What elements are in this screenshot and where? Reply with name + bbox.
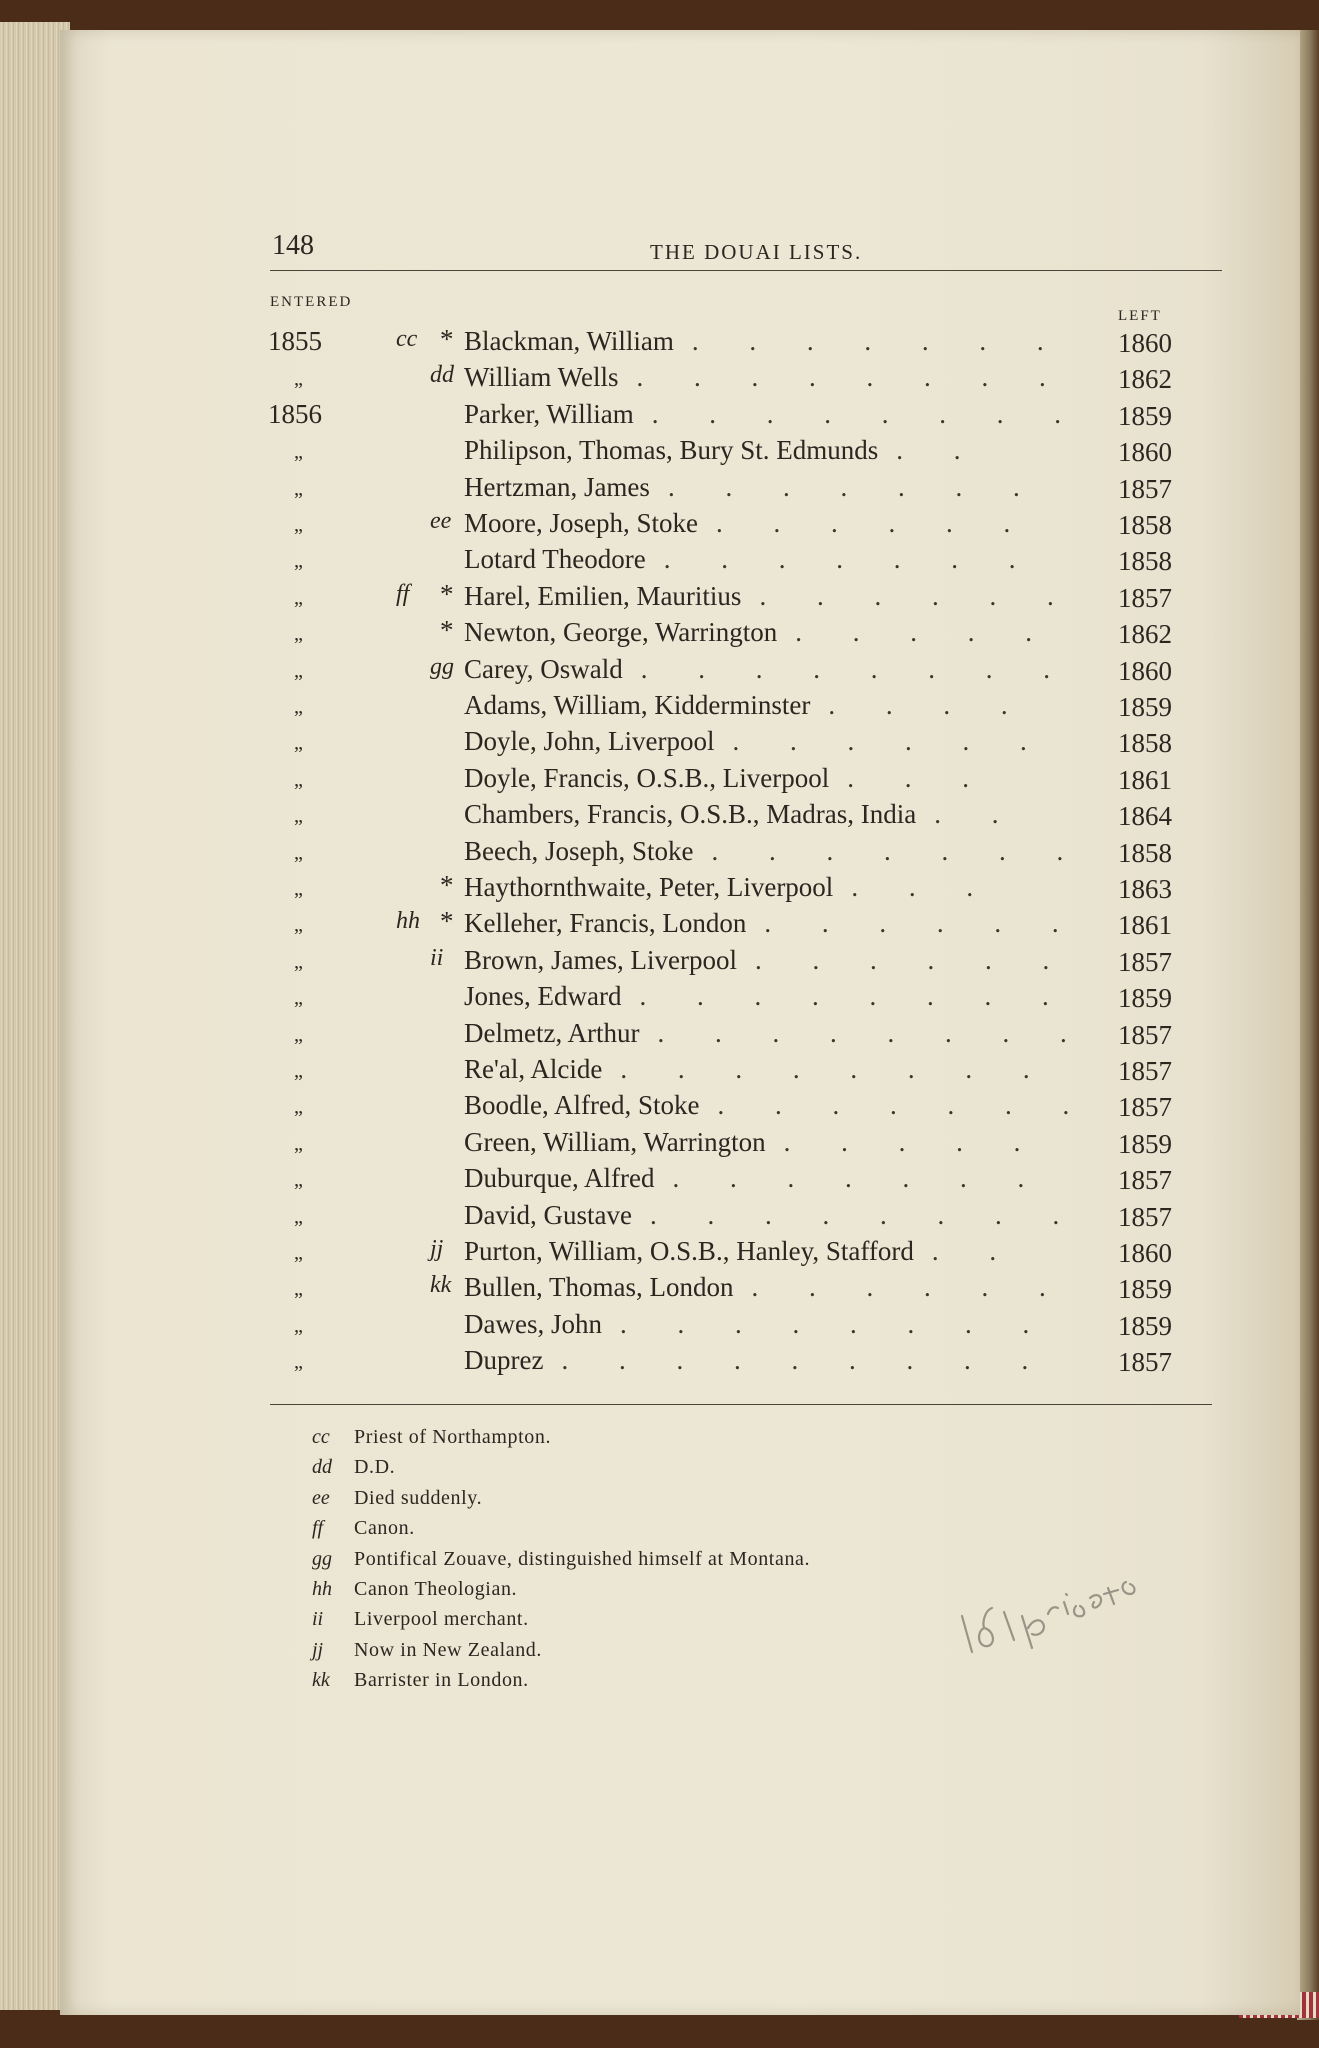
entry-name-text: Beech, Joseph, Stoke	[464, 835, 694, 866]
leader-dots: . . . . . . .	[667, 471, 1042, 502]
left-year: 1857	[1118, 1165, 1172, 1196]
entered-year: „	[294, 368, 303, 391]
page-number: 148	[272, 230, 314, 261]
entry-name-text: Doyle, Francis, O.S.B., Liverpool	[464, 762, 830, 793]
leader-dots: . . . . . . . .	[619, 1308, 1052, 1339]
left-year: 1863	[1118, 874, 1172, 904]
entry-row	[60, 690, 1300, 726]
entry-name-text: Kelleher, Francis, London	[464, 908, 747, 939]
footnote-mark: ff	[396, 580, 410, 607]
entered-year: „	[294, 623, 303, 646]
entry-name-text: Carey, Oswald	[464, 653, 623, 684]
footnote-mark: ii	[430, 944, 444, 971]
entry-name	[464, 508, 1100, 539]
entry-name	[464, 981, 1100, 1012]
entry-name	[464, 836, 1100, 867]
left-year: 1858	[1118, 728, 1172, 759]
entry-row	[60, 726, 1300, 762]
book-page	[60, 30, 1300, 2015]
entry-name	[464, 908, 1100, 939]
entry-name-text: Blackman, William	[464, 326, 674, 356]
footnote-mark: cc	[396, 326, 418, 352]
entered-year: „	[294, 805, 303, 828]
left-year: 1864	[1118, 801, 1172, 832]
footnote-mark: gg	[430, 653, 454, 680]
entry-row	[60, 508, 1300, 544]
entry-row	[60, 872, 1300, 908]
footnote-text: Barrister in London.	[354, 1669, 529, 1692]
leader-dots: . .	[931, 1236, 1019, 1266]
left-year: 1860	[1118, 437, 1172, 468]
footnote-key: ii	[312, 1608, 324, 1631]
asterisk-marker: *	[440, 906, 454, 937]
entry-name	[464, 472, 1100, 503]
entry-name	[464, 326, 1100, 357]
entry-name-text: Lotard Theodore	[464, 544, 646, 575]
entry-name-text: Bullen, Thomas, London	[464, 1272, 734, 1303]
entry-name	[464, 1090, 1100, 1121]
entry-name	[464, 1163, 1100, 1194]
entry-name-text: David, Gustave	[464, 1199, 632, 1230]
entered-year: „	[294, 1242, 303, 1264]
asterisk-marker: *	[440, 578, 454, 609]
entry-name-text: Purton, William, O.S.B., Hanley, Stafford	[464, 1236, 914, 1266]
book-spine-edge	[1297, 30, 1319, 2020]
entry-name-text: Newton, George, Warrington	[464, 617, 778, 648]
left-year: 1857	[1118, 1092, 1172, 1123]
entry-name-text: Re'al, Alcide	[464, 1054, 603, 1084]
entry-row	[60, 326, 1300, 362]
handwritten-note	[958, 1524, 1158, 1664]
entered-year: „	[294, 441, 303, 464]
entry-name	[464, 654, 1100, 685]
entered-year: „	[294, 514, 303, 536]
footnote-text: Priest of Northampton.	[354, 1426, 552, 1448]
entry-row	[60, 654, 1300, 690]
entry-row	[60, 1090, 1300, 1126]
entered-year: „	[294, 696, 303, 718]
entry-name-text: Green, William, Warrington	[464, 1126, 766, 1157]
entry-name-text: Harel, Emilien, Mauritius	[464, 580, 742, 611]
running-title: THE DOUAI LISTS.	[650, 240, 863, 264]
footnote-rule	[270, 1404, 1212, 1405]
entry-name	[464, 1236, 1100, 1267]
leader-dots: . . . . . . . .	[657, 1017, 1089, 1048]
left-year: 1857	[1118, 946, 1172, 977]
entered-year: „	[294, 586, 303, 609]
leader-dots: . . . . . . . .	[649, 1199, 1082, 1230]
asterisk-marker: *	[440, 870, 454, 900]
entered-year: „	[294, 914, 303, 937]
leader-dots: . . . . . .	[754, 944, 1072, 975]
left-year: 1857	[1118, 1019, 1172, 1050]
entered-year: 1855	[268, 326, 322, 356]
entered-year: „	[294, 1205, 303, 1228]
footnote-key: gg	[312, 1547, 332, 1570]
entry-name-text: Philipson, Thomas, Bury St. Edmunds	[464, 435, 879, 466]
left-year: 1859	[1118, 983, 1172, 1014]
entered-year: „	[294, 987, 303, 1010]
leader-dots: . . . . . . .	[672, 1163, 1047, 1194]
entry-name	[464, 1054, 1100, 1085]
entry-row	[60, 1236, 1300, 1272]
entry-name	[464, 726, 1100, 757]
entry-name	[464, 1272, 1100, 1303]
footnote-text: Canon.	[354, 1517, 415, 1540]
leader-dots: . . . . . . . . .	[561, 1345, 1051, 1376]
leader-dots: . . . . . . . .	[651, 398, 1084, 429]
entry-row	[60, 399, 1300, 435]
leader-dots: . . . . . . . .	[636, 362, 1068, 393]
left-year: 1857	[1118, 473, 1172, 504]
left-year: 1861	[1118, 910, 1172, 941]
footnote-key: ff	[312, 1517, 324, 1540]
left-year: 1860	[1118, 655, 1172, 686]
leader-dots: . . . . . .	[759, 580, 1076, 611]
leader-dots: . . . . . .	[715, 508, 1033, 538]
footnote-key: dd	[312, 1456, 332, 1479]
footnote-key: jj	[312, 1638, 324, 1661]
left-year: 1861	[1118, 764, 1172, 795]
leader-dots: . . .	[847, 762, 991, 793]
entry-name-text: Delmetz, Arthur	[464, 1017, 640, 1048]
left-year: 1858	[1118, 837, 1172, 868]
entry-name	[464, 362, 1100, 393]
left-year: 1857	[1118, 582, 1172, 613]
entry-name	[464, 617, 1100, 648]
leader-dots: . . . . .	[783, 1126, 1043, 1157]
entry-name-text: Doyle, John, Liverpool	[464, 726, 715, 757]
entry-row	[60, 1018, 1300, 1054]
entry-row	[60, 763, 1300, 799]
entry-name-text: Jones, Edward	[464, 981, 622, 1012]
entered-year: „	[294, 878, 303, 900]
footnote-key: hh	[312, 1578, 332, 1600]
entry-name-text: Duprez	[464, 1345, 544, 1376]
footnote-mark: dd	[430, 362, 454, 389]
footnote-text: Canon Theologian.	[354, 1578, 518, 1600]
footnote-mark: hh	[396, 908, 420, 935]
left-year: 1860	[1118, 1238, 1172, 1268]
left-year: 1860	[1118, 328, 1172, 358]
footnote-key: kk	[312, 1669, 330, 1692]
asterisk-marker: *	[440, 615, 454, 646]
entry-name	[464, 1345, 1100, 1376]
entry-name	[464, 1127, 1100, 1158]
leader-dots: . . . . . . .	[717, 1090, 1092, 1121]
left-year: 1858	[1118, 510, 1172, 540]
entered-year: „	[294, 1132, 303, 1155]
footnote-mark: jj	[430, 1236, 444, 1262]
entry-name	[464, 1200, 1100, 1231]
footnote-text: Liverpool merchant.	[354, 1608, 529, 1631]
entry-name	[464, 1309, 1100, 1340]
left-year: 1859	[1118, 1274, 1172, 1305]
entry-name	[464, 763, 1100, 794]
entered-year: „	[294, 477, 303, 500]
entry-name	[464, 435, 1100, 466]
leader-dots: . . . . .	[795, 617, 1055, 648]
entry-row	[60, 1345, 1300, 1381]
left-year: 1857	[1118, 1201, 1172, 1232]
entry-name-text: Hertzman, James	[464, 471, 650, 502]
entry-name-text: Duburque, Alfred	[464, 1163, 655, 1194]
entered-year: „	[294, 1023, 303, 1046]
entry-name	[464, 945, 1100, 976]
leader-dots: . . . . . . . .	[640, 653, 1072, 684]
entered-year: „	[294, 550, 303, 573]
entered-year: „	[294, 1096, 303, 1119]
leader-dots: . . . . . . . .	[639, 981, 1071, 1012]
leader-dots: . . .	[851, 872, 996, 902]
entry-row	[60, 945, 1300, 981]
left-year: 1862	[1118, 364, 1172, 395]
entry-name-text: Parker, William	[464, 398, 634, 429]
footnote-mark: kk	[430, 1272, 452, 1299]
footnote-mark: ee	[430, 508, 452, 534]
leader-dots: . .	[896, 435, 983, 466]
entered-year: „	[294, 1060, 303, 1082]
entry-name-text: Boodle, Alfred, Stoke	[464, 1090, 700, 1121]
footnote-text: Pontifical Zouave, distinguished himself at Montana.	[354, 1547, 811, 1570]
entry-name-text: Chambers, Francis, O.S.B., Madras, India	[464, 799, 917, 830]
leader-dots: . . . . . . . .	[620, 1054, 1052, 1084]
leader-dots: . . . . . . .	[711, 835, 1086, 866]
left-year: 1859	[1118, 400, 1172, 431]
left-year: 1862	[1118, 619, 1172, 650]
entry-name	[464, 872, 1100, 903]
entered-year: „	[294, 1351, 303, 1374]
entry-row	[60, 1163, 1300, 1199]
entry-row	[60, 472, 1300, 508]
entry-name-text: Dawes, John	[464, 1308, 602, 1339]
entry-name	[464, 544, 1100, 575]
entry-row	[60, 1309, 1300, 1345]
entry-row	[60, 799, 1300, 835]
entry-row	[60, 1127, 1300, 1163]
entered-year: „	[294, 1169, 303, 1192]
entered-year: „	[294, 1314, 303, 1337]
entry-row	[60, 617, 1300, 653]
entered-year: „	[294, 659, 303, 682]
asterisk-marker: *	[440, 324, 454, 354]
entry-name-text: Adams, William, Kidderminster	[464, 690, 811, 720]
left-year: 1859	[1118, 1128, 1172, 1159]
left-year: 1857	[1118, 1347, 1172, 1378]
entry-row	[60, 1054, 1300, 1090]
entry-name	[464, 799, 1100, 830]
entry-row	[60, 435, 1300, 471]
entry-row	[60, 362, 1300, 398]
column-left: LEFT	[1118, 308, 1162, 324]
footnote-text: Now in New Zealand.	[354, 1638, 543, 1661]
footnote-text: Died suddenly.	[354, 1486, 483, 1509]
left-year: 1857	[1118, 1056, 1172, 1086]
entry-name	[464, 399, 1100, 430]
entry-name-text: Moore, Joseph, Stoke	[464, 508, 698, 538]
entry-name-text: William Wells	[464, 362, 619, 393]
entered-year: 1856	[268, 398, 322, 429]
left-year: 1858	[1118, 546, 1172, 577]
entry-row	[60, 1272, 1300, 1308]
entry-name-text: Brown, James, Liverpool	[464, 944, 737, 975]
entered-year: „	[294, 732, 303, 755]
entered-year: „	[294, 1278, 303, 1301]
column-entered: ENTERED	[270, 294, 353, 310]
leader-dots: . . . . . .	[764, 908, 1081, 939]
left-year: 1859	[1118, 1310, 1172, 1341]
leader-dots: . .	[934, 799, 1021, 830]
leader-dots: . . . . . .	[732, 726, 1049, 757]
entry-name-text: Haythornthwaite, Peter, Liverpool	[464, 872, 834, 902]
entry-row	[60, 578, 1300, 617]
footnote-key: ee	[312, 1486, 330, 1509]
entry-row	[60, 836, 1300, 872]
entry-row	[60, 544, 1300, 580]
left-year: 1859	[1118, 692, 1172, 722]
entry-row	[60, 908, 1300, 944]
leader-dots: . . . .	[828, 690, 1030, 720]
entry-name	[464, 690, 1100, 721]
entry-row	[60, 1200, 1300, 1236]
leader-dots: . . . . . . .	[691, 326, 1066, 356]
leader-dots: . . . . . . .	[663, 544, 1038, 575]
header-rule	[270, 270, 1222, 271]
entered-year: „	[294, 841, 303, 864]
footnote-text: D.D.	[354, 1456, 396, 1479]
footnote-key: cc	[312, 1426, 330, 1448]
entered-year: „	[294, 950, 303, 973]
entry-row	[60, 981, 1300, 1017]
entry-name	[464, 1018, 1100, 1049]
entry-name	[464, 581, 1100, 612]
entered-year: „	[294, 768, 303, 791]
leader-dots: . . . . . .	[751, 1272, 1068, 1303]
